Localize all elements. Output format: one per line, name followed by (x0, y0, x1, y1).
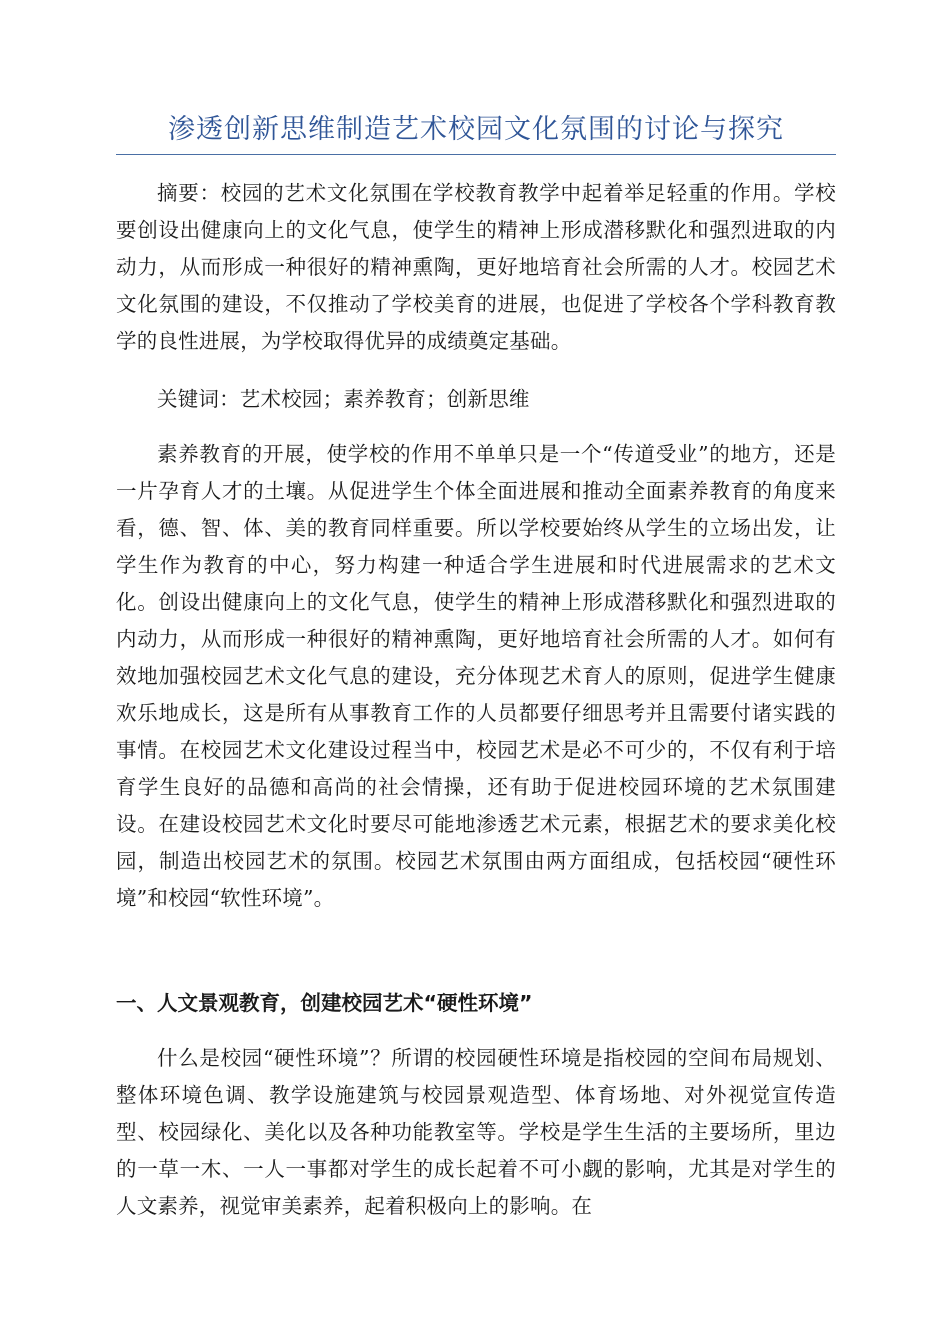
section-heading: 一、人文景观教育，创建校园艺术“硬性环境” (116, 991, 533, 1015)
page-title: 渗透创新思维制造艺术校园文化氛围的讨论与探究 (168, 114, 784, 145)
title-block (116, 110, 836, 155)
keywords-paragraph: 关键词：艺术校园；素养教育；创新思维 (157, 387, 530, 411)
intro-paragraph: 素养教育的开展，使学校的作用不单单只是一个“传道受业”的地方，还是一片孕育人才的土壤。从促进学生个体全面进展和推动全面素养教育的角度来看，德、智、体、美的教育同样重要。所以学校要始终从学生的立场出发，让学生作为教育的中心，努力构建一种适合学生进展和时代进展需求的艺术文化。创设出健康向上的文化气息，使学生的精神上形成潜移默化和强烈进取的内动力，从而形成一种很好的精神熏陶，更好地培育社会所需的人才。如何有效地加强校园艺术文化气息的建设，充分体现艺术育人的原则，促进学生健康欢乐地成长，这是所有从事教育工作的人员都要仔细思考并且需要付诸实践的事情。在校园艺术文化建设过程当中，校园艺术是必不可少的，不仅有利于培育学生良好的品德和高尚的社会情操，还有助于促进校园环境的艺术氛围建设。在建设校园艺术文化时要尽可能地渗透艺术元素，根据艺术的要求美化校园，制造出校园艺术的氛围。校园艺术氛围由两方面组成，包括校园“硬性环境”和校园“软性环境”。 (116, 442, 836, 910)
section-paragraph: 什么是校园“硬性环境”？所谓的校园硬性环境是指校园的空间布局规划、整体环境色调、教学设施建筑与校园景观造型、体育场地、对外视觉宣传造型、校园绿化、美化以及各种功能教室等。学校是学生生活的主要场所，里边的一草一木、一人一事都对学生的成长起着不可小觑的影响，尤其是对学生的人文素养，视觉审美素养，起着积极向上的影响。在 (116, 1046, 836, 1218)
abstract-paragraph: 摘要：校园的艺术文化氛围在学校教育教学中起着举足轻重的作用。学校要创设出健康向上的文化气息，使学生的精神上形成潜移默化和强烈进取的内动力，从而形成一种很好的精神熏陶，更好地培育社会所需的人才。校园艺术文化氛围的建设，不仅推动了学校美育的进展，也促进了学校各个学科教育教学的良性进展，为学校取得优异的成绩奠定基础。 (116, 181, 836, 353)
